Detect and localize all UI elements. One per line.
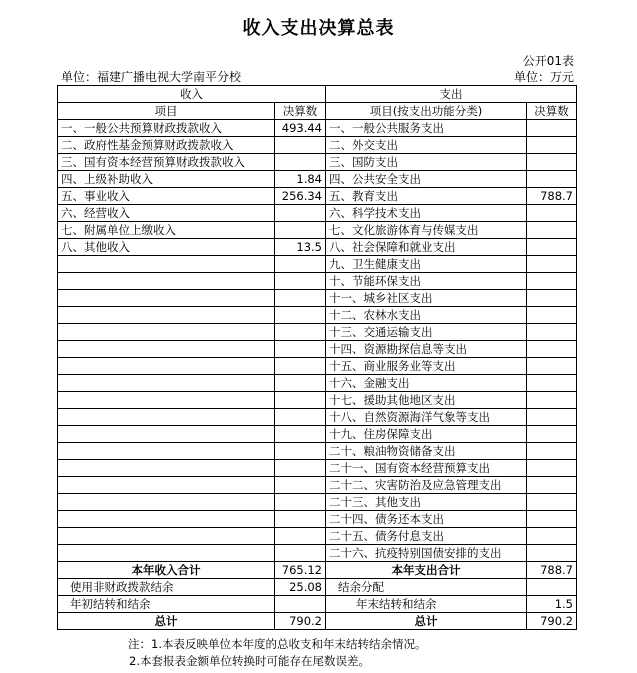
- income-item-cell: [58, 443, 275, 460]
- income-item-cell: [58, 409, 275, 426]
- income-amount-header: 决算数: [275, 103, 326, 120]
- expense-item-cell: 八、社会保障和就业支出: [326, 239, 527, 256]
- income-item-header: 项目: [58, 103, 275, 120]
- expense-item-cell: 十八、自然资源海洋气象等支出: [326, 409, 527, 426]
- expense-item-cell: 二十四、债务还本支出: [326, 511, 527, 528]
- balance-row-2: [58, 596, 577, 613]
- income-total-value: 765.12: [275, 562, 326, 579]
- page-title: 收入支出决算总表: [242, 18, 395, 39]
- income-item-cell: [58, 290, 275, 307]
- table-row: [58, 494, 577, 511]
- expense-item-cell: 二十五、债务付息支出: [326, 528, 527, 545]
- expense-item-cell: 十九、住房保障支出: [326, 426, 527, 443]
- expense-item-cell: 二十一、国有资本经营预算支出: [326, 460, 527, 477]
- income-item-cell: 七、附属单位上缴收入: [58, 222, 275, 239]
- income-amount-cell: [275, 256, 326, 273]
- income-item-cell: [58, 375, 275, 392]
- column-header-row: [58, 103, 577, 120]
- section-header-row: [58, 86, 577, 103]
- expense-amount-cell: [527, 409, 577, 426]
- expense-item-header: 项目(按支出功能分类): [326, 103, 527, 120]
- expense-item-cell: 十三、交通运输支出: [326, 324, 527, 341]
- income-amount-cell: [275, 154, 326, 171]
- table-row: [58, 545, 577, 562]
- expense-amount-cell: [527, 256, 577, 273]
- expense-amount-cell: [527, 273, 577, 290]
- expense-amount-cell: [527, 137, 577, 154]
- expense-amount-cell: [527, 528, 577, 545]
- table-row: [58, 358, 577, 375]
- grand-total-income-label: 总计: [58, 613, 275, 630]
- income-amount-cell: 493.44: [275, 120, 326, 137]
- income-item-cell: [58, 307, 275, 324]
- expense-amount-cell: [527, 154, 577, 171]
- expense-amount-cell: [527, 392, 577, 409]
- income-item-cell: [58, 358, 275, 375]
- expense-item-cell: 一、一般公共服务支出: [326, 120, 527, 137]
- income-amount-cell: [275, 205, 326, 222]
- expense-item-cell: 十四、资源勘探信息等支出: [326, 341, 527, 358]
- totals-section: [58, 562, 577, 630]
- expense-section-header: 支出: [326, 86, 577, 103]
- income-section-header: 收入: [58, 86, 326, 103]
- balance-distribution-label: 结余分配: [326, 579, 527, 596]
- expense-amount-cell: [527, 426, 577, 443]
- income-item-cell: [58, 528, 275, 545]
- expense-item-cell: 七、文化旅游体育与传媒支出: [326, 222, 527, 239]
- expense-amount-cell: [527, 307, 577, 324]
- begin-balance-value: [275, 596, 326, 613]
- table-row: [58, 324, 577, 341]
- nonfiscal-balance-label: 使用非财政拨款结余: [58, 579, 275, 596]
- table-row: [58, 256, 577, 273]
- table-row: [58, 222, 577, 239]
- table-row: [58, 290, 577, 307]
- expense-item-cell: 四、公共安全支出: [326, 171, 527, 188]
- income-amount-cell: [275, 273, 326, 290]
- table-row: [58, 120, 577, 137]
- income-item-cell: [58, 460, 275, 477]
- income-item-cell: 一、一般公共预算财政拨款收入: [58, 120, 275, 137]
- expense-amount-cell: [527, 120, 577, 137]
- expense-item-cell: 二十三、其他支出: [326, 494, 527, 511]
- end-balance-label: 年末结转和结余: [326, 596, 527, 613]
- end-balance-value: 1.5: [527, 596, 577, 613]
- expense-amount-cell: [527, 375, 577, 392]
- expense-amount-cell: [527, 545, 577, 562]
- income-item-cell: [58, 324, 275, 341]
- income-item-cell: [58, 392, 275, 409]
- expense-item-cell: 二十六、抗疫特别国债安排的支出: [326, 545, 527, 562]
- income-amount-cell: [275, 528, 326, 545]
- expense-item-cell: 六、科学技术支出: [326, 205, 527, 222]
- income-item-cell: [58, 256, 275, 273]
- balance-row-1: [58, 579, 577, 596]
- expense-amount-header: 决算数: [527, 103, 577, 120]
- income-amount-cell: [275, 375, 326, 392]
- income-amount-cell: [275, 460, 326, 477]
- income-item-cell: 五、事业收入: [58, 188, 275, 205]
- expense-item-cell: 三、国防支出: [326, 154, 527, 171]
- expense-total-value: 788.7: [527, 562, 577, 579]
- income-expense-table: [57, 85, 577, 630]
- income-item-cell: 四、上级补助收入: [58, 171, 275, 188]
- expense-amount-cell: [527, 290, 577, 307]
- note-1: 注：1.本表反映单位本年度的总收支和年末结转结余情况。: [128, 637, 427, 651]
- expense-amount-cell: [527, 171, 577, 188]
- expense-amount-cell: [527, 324, 577, 341]
- income-amount-cell: [275, 222, 326, 239]
- form-number: 公开01表: [522, 54, 574, 68]
- expense-amount-cell: [527, 511, 577, 528]
- table-row: [58, 154, 577, 171]
- income-item-cell: 八、其他收入: [58, 239, 275, 256]
- income-amount-cell: [275, 341, 326, 358]
- income-amount-cell: 1.84: [275, 171, 326, 188]
- expense-item-cell: 十七、援助其他地区支出: [326, 392, 527, 409]
- income-amount-cell: [275, 137, 326, 154]
- table-row: [58, 426, 577, 443]
- expense-item-cell: 二、外交支出: [326, 137, 527, 154]
- expense-amount-cell: [527, 205, 577, 222]
- income-amount-cell: [275, 426, 326, 443]
- table-row: [58, 528, 577, 545]
- income-item-cell: [58, 426, 275, 443]
- income-item-cell: [58, 494, 275, 511]
- expense-item-cell: 十二、农林水支出: [326, 307, 527, 324]
- table-row: [58, 375, 577, 392]
- grand-total-row: [58, 613, 577, 630]
- expense-item-cell: 十六、金融支出: [326, 375, 527, 392]
- notes: [128, 636, 426, 670]
- table-row: [58, 188, 577, 205]
- income-amount-cell: [275, 443, 326, 460]
- table-row: [58, 477, 577, 494]
- expense-item-cell: 二十二、灾害防治及应急管理支出: [326, 477, 527, 494]
- grand-total-expense-value: 790.2: [527, 613, 577, 630]
- begin-balance-label: 年初结转和结余: [58, 596, 275, 613]
- income-amount-cell: [275, 392, 326, 409]
- income-item-cell: [58, 511, 275, 528]
- year-total-row: [58, 562, 577, 579]
- expense-amount-cell: [527, 239, 577, 256]
- expense-item-cell: 五、教育支出: [326, 188, 527, 205]
- table-row: [58, 460, 577, 477]
- table-row: [58, 239, 577, 256]
- income-amount-cell: [275, 290, 326, 307]
- income-item-cell: 三、国有资本经营预算财政拨款收入: [58, 154, 275, 171]
- income-amount-cell: [275, 511, 326, 528]
- nonfiscal-balance-value: 25.08: [275, 579, 326, 596]
- table-row: [58, 443, 577, 460]
- expense-item-cell: 九、卫生健康支出: [326, 256, 527, 273]
- income-amount-cell: [275, 324, 326, 341]
- expense-amount-cell: [527, 341, 577, 358]
- expense-total-label: 本年支出合计: [326, 562, 527, 579]
- expense-amount-cell: [527, 358, 577, 375]
- table-row: [58, 341, 577, 358]
- expense-item-cell: 十一、城乡社区支出: [326, 290, 527, 307]
- income-item-cell: [58, 341, 275, 358]
- expense-amount-cell: [527, 460, 577, 477]
- income-amount-cell: [275, 409, 326, 426]
- income-amount-cell: [275, 307, 326, 324]
- expense-amount-cell: [527, 222, 577, 239]
- table-row: [58, 205, 577, 222]
- income-amount-cell: 13.5: [275, 239, 326, 256]
- table-row: [58, 511, 577, 528]
- table-row: [58, 273, 577, 290]
- table-row: [58, 137, 577, 154]
- income-amount-cell: [275, 477, 326, 494]
- expense-amount-cell: [527, 443, 577, 460]
- expense-amount-cell: [527, 494, 577, 511]
- income-item-cell: 二、政府性基金预算财政拨款收入: [58, 137, 275, 154]
- income-item-cell: [58, 545, 275, 562]
- note-2: 2.本套报表金额单位转换时可能存在尾数误差。: [129, 654, 370, 668]
- income-item-cell: [58, 477, 275, 494]
- expense-item-cell: 十五、商业服务业等支出: [326, 358, 527, 375]
- income-total-label: 本年收入合计: [58, 562, 275, 579]
- income-amount-cell: [275, 545, 326, 562]
- expense-item-cell: 十、节能环保支出: [326, 273, 527, 290]
- income-amount-cell: [275, 494, 326, 511]
- income-item-cell: 六、经营收入: [58, 205, 275, 222]
- table-row: [58, 307, 577, 324]
- balance-distribution-value: [527, 579, 577, 596]
- table-row: [58, 171, 577, 188]
- expense-amount-cell: [527, 477, 577, 494]
- currency-unit: 单位：万元: [513, 70, 574, 84]
- income-item-cell: [58, 273, 275, 290]
- table-row: [58, 392, 577, 409]
- reporting-unit: 单位：福建广播电视大学南平分校: [61, 70, 242, 84]
- table-row: [58, 409, 577, 426]
- expense-item-cell: 二十、粮油物资储备支出: [326, 443, 527, 460]
- income-amount-cell: [275, 358, 326, 375]
- grand-total-income-value: 790.2: [275, 613, 326, 630]
- expense-amount-cell: 788.7: [527, 188, 577, 205]
- income-amount-cell: 256.34: [275, 188, 326, 205]
- grand-total-expense-label: 总计: [326, 613, 527, 630]
